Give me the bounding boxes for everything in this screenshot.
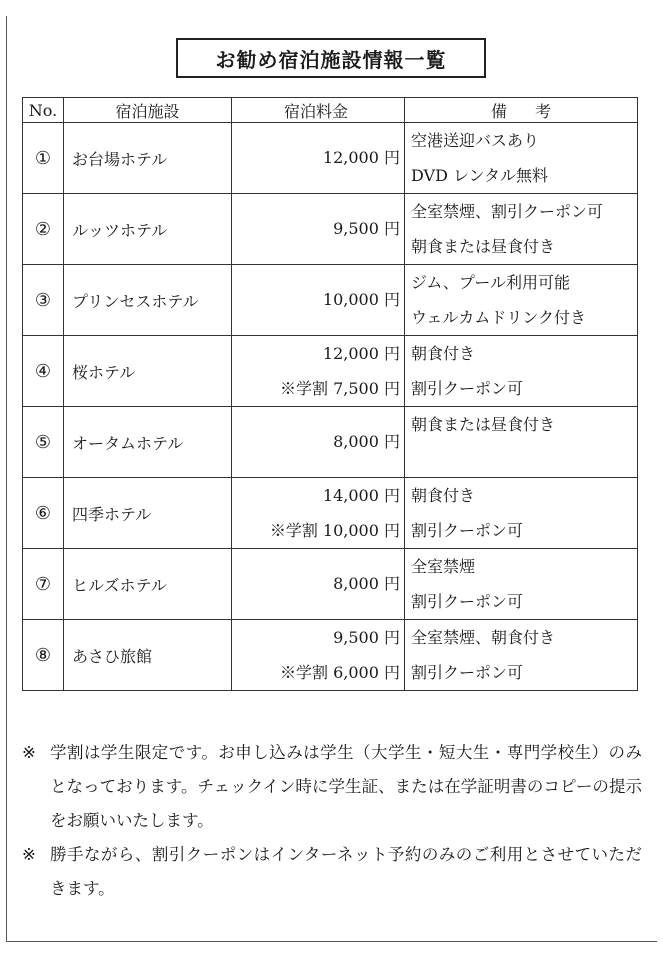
hotel-price-cell (232, 407, 405, 478)
table-row (23, 549, 638, 620)
note-line (411, 442, 637, 477)
hotel-price: 14,000 円 (322, 486, 400, 505)
hotel-price: 12,000 円 (322, 148, 400, 167)
table-row (23, 123, 638, 194)
header-no: No. (23, 98, 64, 123)
table-header-row (23, 98, 638, 123)
hotel-price: 9,500 円 (333, 628, 400, 647)
table-row (23, 265, 638, 336)
hotel-notes (405, 265, 638, 336)
note-line: 朝食付き (411, 486, 476, 505)
page-title: お勧め宿泊施設情報一覧 (176, 38, 486, 78)
hotel-notes (405, 336, 638, 407)
hotel-name: あさひ旅館 (64, 620, 232, 691)
hotel-name: 四季ホテル (64, 478, 232, 549)
row-number: ⑥ (23, 478, 64, 549)
table-row (23, 478, 638, 549)
hotel-price: 8,000 円 (333, 432, 400, 451)
hotel-price-cell (232, 194, 405, 265)
note-line: ジム、プール利用可能 (411, 273, 571, 292)
student-price: ※学割 7,500 円 (280, 379, 400, 398)
row-number: ① (23, 123, 64, 194)
hotel-notes (405, 194, 638, 265)
table-row (23, 620, 638, 691)
footnote-student-discount (22, 736, 642, 838)
footnote-mark: ※ (22, 845, 36, 864)
footnote-text: 学割は学生限定です。お申し込みは学生（大学生・短大生・専門学校生）のみとなっております。チェックイン時に学生証、または在学証明書のコピーの提示をお願いいたします。 (50, 743, 642, 830)
hotel-name: ルッツホテル (64, 194, 232, 265)
table-row (23, 336, 638, 407)
row-number: ⑧ (23, 620, 64, 691)
hotel-price-cell (232, 620, 405, 691)
footnote-text: 勝手ながら、割引クーポンはインターネット予約のみのご利用とさせていただきます。 (50, 845, 642, 898)
hotel-price-cell (232, 549, 405, 620)
hotel-name: ヒルズホテル (64, 549, 232, 620)
footnotes (22, 736, 642, 906)
hotel-price-cell (232, 478, 405, 549)
note-line: 全室禁煙 (411, 557, 476, 576)
note-line: 朝食または昼食付き (411, 415, 556, 434)
row-number: ② (23, 194, 64, 265)
hotel-name: 桜ホテル (64, 336, 232, 407)
footnote-coupon (22, 838, 642, 906)
student-price: ※学割 10,000 円 (269, 521, 400, 540)
table-row (23, 194, 638, 265)
note-line: 朝食または昼食付き (411, 237, 556, 256)
hotel-table (22, 97, 638, 691)
header-price: 宿泊料金 (232, 98, 405, 123)
note-line: 割引クーポン可 (411, 663, 524, 682)
header-name: 宿泊施設 (64, 98, 232, 123)
table-row (23, 407, 638, 478)
hotel-price: 10,000 円 (322, 290, 400, 309)
hotel-price: 9,500 円 (333, 219, 400, 238)
note-line: 全室禁煙、割引クーポン可 (411, 202, 604, 221)
hotel-name: お台場ホテル (64, 123, 232, 194)
student-price: ※学割 6,000 円 (280, 663, 400, 682)
hotel-price: 12,000 円 (322, 344, 400, 363)
hotel-name: オータムホテル (64, 407, 232, 478)
hotel-notes (405, 620, 638, 691)
hotel-price-cell (232, 265, 405, 336)
hotel-price: 8,000 円 (333, 574, 400, 593)
note-line: 割引クーポン可 (411, 592, 524, 611)
note-line: 空港送迎バスあり (411, 131, 540, 150)
row-number: ⑦ (23, 549, 64, 620)
note-line: 全室禁煙、朝食付き (411, 628, 556, 647)
hotel-notes (405, 549, 638, 620)
note-line: ウェルカムドリンク付き (411, 308, 587, 327)
hotel-price-cell (232, 123, 405, 194)
hotel-notes (405, 478, 638, 549)
hotel-price-cell (232, 336, 405, 407)
note-line: 割引クーポン可 (411, 521, 524, 540)
note-line: DVD レンタル無料 (411, 166, 548, 185)
row-number: ④ (23, 336, 64, 407)
row-number: ③ (23, 265, 64, 336)
hotel-name: プリンセスホテル (64, 265, 232, 336)
hotel-notes (405, 123, 638, 194)
header-note: 備考 (405, 98, 638, 123)
footnote-mark: ※ (22, 743, 36, 762)
note-line: 朝食付き (411, 344, 476, 363)
row-number: ⑤ (23, 407, 64, 478)
note-line: 割引クーポン可 (411, 379, 524, 398)
hotel-notes (405, 407, 638, 478)
